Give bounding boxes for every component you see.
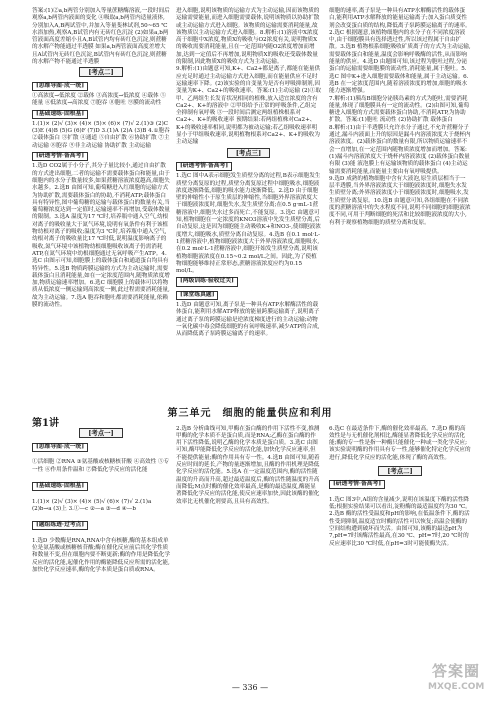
research-text: 1.选C 图3中,A组的含量减少,说明在该温度下酶的活性降低;根据实验结果可以看出,淀粉酶的最适温度约为30 ℃。2.选B 酶的活性受温度和pH的影响,在低温条件下,酶的活性受到抑制,温度适宜时酶的活性可以恢复;高温会使酶的空间结构遭到破坏而失活。由图可知,该酶的最适pH为7,pH=7时该酶活性最高,在30 ℃、pH=7时,20 ℃时的反应速率比30 ℃时低,在pH=3时可能使酶失活。	[329, 496, 471, 547]
basics-text: 1.(1)× (2)√ (3)× (4)× (5)× (6)× (7)√ 2.(1)③ (2)C (3)E (4)B (5)G (6)F (7)D 3.(1)A (2)A (3)B 4.①胞吞 ②载体蛋白 ③扩散 ④通道 ⑤自由扩散 ⑥协助扩散 ⑦主动运输 ⑧胞吞 ⑨非主动运输 协助扩散 主动运输	[32, 120, 170, 149]
research-banner: [研透考情·备高考]	[329, 480, 385, 489]
topic-text: 1.选D 少数酶是RNA,RNA中含有核糖,酶的基本组成单位是氨基酸或核糖核苷酸;酶在催化反应前后其化学性质和数量不变,但在细胞内要不断更新;酶的作用是降低化学反应的活化能,起催化作用的酶能降低反应所需的活化能,加快化学反应速率,酶的化学本质是蛋白质或RNA。	[32, 537, 170, 573]
ketang-banner: [课堂练真题]	[176, 291, 218, 300]
paragraph: 8.解析:(1)由于半透膜只允许水分子通过,不允许蔗糖分子通过,漏斗内液面上升的原因是漏斗内溶液浓度大于烧杯内溶液浓度。(2)载体蛋白的数量有限,所以物质运输速率不会一直增加,在一定范围内随物质浓度增加而增加。答案:(1)漏斗内溶液浓度大于烧杯内溶液浓度 (2)载体蛋白数量有限 (3)能 液泡膜上有运输该物质的载体蛋白 (4)主动运输需要消耗能量,而能量主要由有氧呼吸提供。	[329, 124, 471, 175]
paragraph: 9.选D 成熟的植物细胞中含有大液泡,原生质层相当于一层半透膜,当外界溶液浓度大于细胞液浓度时,细胞失水发生质壁分离;外界溶液浓度小于细胞液浓度时,细胞吸水,发生质壁分离复原。10.选B 由题意可知,各组细胞在不同浓度的蔗糖溶液中的失水程度不同,说明不同细胞的细胞液浓度不同,可用于判断细胞的死活和比较细胞液浓度的大小,有利于观察植物细胞的质壁分离和复原。	[329, 175, 471, 226]
research-text: 1.选C 图中A表示细胞发生质壁分离的过程,B表示细胞发生质壁分离复原的过程,质壁分离复原过程中细胞吸水,细胞液浓度逐渐降低,细胞的吸水能力逐渐降低。2.选D 由于细胞壁的伸缩性小于原生质层的伸缩性,当细胞外界溶液浓度大于细胞液浓度时,细胞失水,发生质壁分离;在0.5 g·mL-1蔗糖溶液中,细胞失水过多而死亡,不能复原。3.选C 由题意可知,植物细胞在一定浓度的KNO3溶液中先发生质壁分离,后自动复原,这是因为细胞能主动吸收K+和NO3-,使细胞液浓度增大,细胞吸水,质壁分离自动复原。4.选B 在0.1 mol·L-1蔗糖溶液中,植物细胞液浓度大于外界溶液浓度,细胞吸水,在0.2 mol·L-1蔗糖溶液中,细胞开始发生质壁分离,说明该植物细胞液浓度在0.15~0.2 mol/L之间。因此,为了使植物细胞能够维持正常形态,蔗糖溶液浓度应约为0.15 mol/L。	[176, 173, 321, 275]
watermark-line-2: MXQE.COM	[428, 682, 485, 692]
ketang-text: 1.选D 由题意可知,离子泵是一种具有ATP水解酶活性的载体蛋白,能利用水解ATP释放的能量跨膜运输离子,说明离子通过离子泵的跨膜运输是逆浓度梯度进行的主动运输;动物一氧化碳中毒会降低细胞的有氧呼吸速率,减少ATP的合成,从而降低离子泵跨膜运输离子的速率。	[176, 301, 320, 338]
research-banner: [研透考情·备高考]	[32, 152, 88, 161]
unit-title: 第三单元 细胞的能量供应和利用	[167, 408, 333, 419]
mindmap-text: ①高浓度→低浓度 ②载体 ③高浓度→低浓度 ④载体 ⑤能量 ⑥低浓度→高浓度 ⑦胞吞 ⑧胞吐 ⑨膜的流动性	[32, 92, 166, 107]
bottom-column-3	[329, 420, 471, 554]
watermark-logo	[428, 660, 492, 698]
research-text: 1.选D CO2属于小分子,其分子量比较小,通过自由扩散的方式进出细胞,二者的运输不需要载体蛋白和能量,由于细胞内的水分子数量较多,如果蔗糖溶液浓度越高,细胞失水越多。2.选B 由图可知,葡萄糖进入红细胞的运输方式为协助扩散,需要载体蛋白的协助,不消耗ATP;载体蛋白具有特异性,图中葡萄糖的运输与载体蛋白的数量有关,当葡萄糖浓度达到一定值时,运输速率不再增加,受载体数量的限制。3.选A 温度为17 ℃时,培养瓶中通入空气,幼根对离子的吸收量大于氮气环境,说明有氧条件有利于该植物幼根对离子的吸收;温度为3 ℃时,培养瓶中通入空气,幼根对离子的吸收量比17 ℃时低,说明温度影响离子的吸收,氮气环境中该植物幼根细胞吸收该离子仍需消耗ATP,在氮气环境中幼根细胞通过无氧呼吸产生ATP。4.选C 由图示可知,细胞膜上的载体蛋白和通道蛋白均具有特异性。5.选B 物质跨膜运输的方式为主动运输时,需要载体蛋白且消耗能量,如在一定浓度范围内,随物质浓度增加,物质运输速率增加。6.选C 细胞膜上的载体可以将物质从低浓度一侧运输到高浓度一侧,此过程需要消耗能量,故为主动运输。7.选A 胞吞和胞吐都需要消耗能量,依赖膜的流动性。	[32, 163, 170, 308]
research-banner: [研透考情·备高考]	[176, 162, 232, 171]
basics-text: 1.(1)× (2)√ (3)× (4)× (5)√ (6)× (7)√ 2.(1)a (2)b→a (3)上 3.①—c ②—a ③—d ④—b	[32, 498, 152, 512]
column-1	[32, 8, 170, 309]
twolevel-banner: [两级训练·验收过关]	[176, 277, 238, 286]
column-3	[329, 8, 471, 227]
paragraph: 7.解析:(1)胰岛B细胞分泌胰岛素的方式为胞吐,需要消耗能量,体现了细胞膜具有一定的流动性。(2)由图可知,葡萄糖进入细胞的方式需要载体蛋白协助,不消耗ATP,为协助扩散。答案:(1)胞吐 流动性 (2)协助扩散 载体蛋白	[329, 95, 470, 124]
watermark-line-1: 答案圈	[432, 662, 481, 680]
kaodian-heading: [考点二]	[32, 69, 170, 76]
basics-banner: [基础速练·固根基]	[32, 482, 88, 491]
basics-banner: [基础速练·固根基]	[32, 110, 88, 119]
lesson-title: 第1讲	[32, 418, 59, 429]
mindmap-text: ①活细胞 ②RNA ③氨基酸或核糖核苷酸 ④高效性 ⑤专一性 ⑥作用条件温和 ⑦降低化学反应的活化能	[32, 459, 170, 473]
answer-paragraph: 答案:(1)②a,b两管分别加入等量蔗糖酶溶液,一段时间后观察a,b两管内液面的变化 ④吸取a,b两管内适量液体,分别加入A,B两试管中,并加入等量斐林试剂,50~65 ℃水浴加热,观察A,B试管内有无砖红色沉淀 (2)如果a,b两管液面高度差缩小且A,B试管内均有砖红色沉淀,则蔗糖的水解产物能通过半透膜 如果a,b两管液面高度差增大且A试管内无砖红色沉淀,B试管内有砖红色沉淀,则蔗糖的水解产物不能通过半透膜	[32, 8, 170, 66]
column-2	[176, 8, 321, 338]
kaodian-heading: [考点一]	[32, 430, 170, 437]
paragraph: 2.选B 分析曲线可知,甲酶在蛋白酶的作用下活性不变,推测甲酶的化学本质不是蛋白质,而是RNA;乙酶在蛋白酶的作用下活性降低,说明乙酶的化学本质是蛋白质。3.选C 由图可知,酶甲能降低化学反应的活化能,加快化学反应速率,但不能提供能量;酶的作用具有专一性。4.选B 由图可知,随着反应时间的延长,产物的量逐渐增加,且酶的作用机理是降低化学反应的活化能。5.选A 在一定温度范围内,酶的活性随温度的升高而升高,超过最适温度后,酶的活性随温度的升高而降低;M点时酶的催化效率最高,是酶的最适温度,酶能显著降低化学反应的活化能,使反应速率加快,因此该酶的催化效率比无机催化剂要高,且具有高效性。	[176, 425, 320, 505]
bottom-column-2	[176, 420, 321, 511]
mindmap-banner: [思维导图·成一统]	[32, 443, 88, 452]
page-number: — 336 —	[231, 683, 269, 692]
topic-banner: [题组练透·过考点]	[32, 521, 88, 530]
kaodian-heading: [考点三]	[176, 150, 321, 157]
paragraph: 进入细胞,说明该物质的运输方式为主动运输,因而该物质的运输需要能量,而进入细胞需要载体,说明该物质以协助扩散或主动运输方式进入细胞。该物质的运输需要消耗能量,故该物质以主动运输方式进入细胞。8.解析:(1)溶液中X浓度高于细胞中X浓度,物质X的吸收与O2浓度有关,说明物质X的吸收需要消耗能量,且在一定范围内随O2浓度增加而增加,达到一定值后不再增加,说明物质X的吸收还受载体数量的限制,因此物质X的吸收方式为主动运输。	[176, 8, 320, 66]
kaodian-heading: [考点二]	[329, 468, 471, 475]
paragraph: 6.选C 在最适条件下,酶的催化效率最高。7.选D 酶的高效性是与无机催化剂相比,酶能显著降低化学反应的活化能;酶的专一性是指一种酶只能催化一种或一类化学反应;该实验说明酶的作用具有专一性,能够催化特定化学反应的进行,降低化学反应的活化能,体现了酶的高效性。	[329, 425, 471, 461]
mindmap-banner: [思维导图·成一统]	[32, 82, 88, 91]
paragraph: 9.解析:(1)由题意可知,K+、Ca2+都是离子,都能在能量供应充足时通过主动运输方式进入细胞,而在能量供应不足时运输速率下降。(2)该实验的自变量为是否有呼吸抑制剂,因变量为K+、Ca2+的吸收速率。答案:(1)主动运输 (2)①取甲、乙两组生长发育状况相同的植株,放入适宜浓度的含有Ca2+、K+的溶液中 ②甲组给予正常的呼吸条件,乙组完全抑制有氧呼吸 ③一段时间后测定两组植株根系对Ca2+、K+的吸收速率 预期结果:若两组植株对Ca2+、K+的吸收速率相同,说明都为被动运输;若乙组吸收速率明显小于甲组吸收速率,说明植物根系对Ca2+、K+的吸收为主动运输	[176, 66, 321, 146]
paragraph: 细胞的速率,离子泵是一种具有ATP水解酶活性的载体蛋白,能利用ATP水解释放的能量运输离子;加入蛋白质变性剂会改变蛋白质的结构,降低离子泵跨膜运输离子的速率。2.选C 根据题意,该植物细胞内的水分子在不同浓度溶液中,由于细胞膜具有选择透过性,所以该过程属于自由扩散。3.选B 植物根系细胞吸收矿质离子的方式为主动运输,需要载体蛋白和能量,温度会影响呼吸酶的活性,从而影响能量的供应。4.选D 由题图可知,该过程为胞吐过程,分泌蛋白的运输需要细胞膜的流动性,消耗能量,属于胞吐。5.选C 图中K+进入细胞需要载体和能量,属于主动运输。6.选B 在一定浓度范围内,随着溶液浓度的增加,细胞的吸水能力逐渐增强。	[329, 8, 471, 95]
bottom-column-1	[32, 420, 170, 580]
